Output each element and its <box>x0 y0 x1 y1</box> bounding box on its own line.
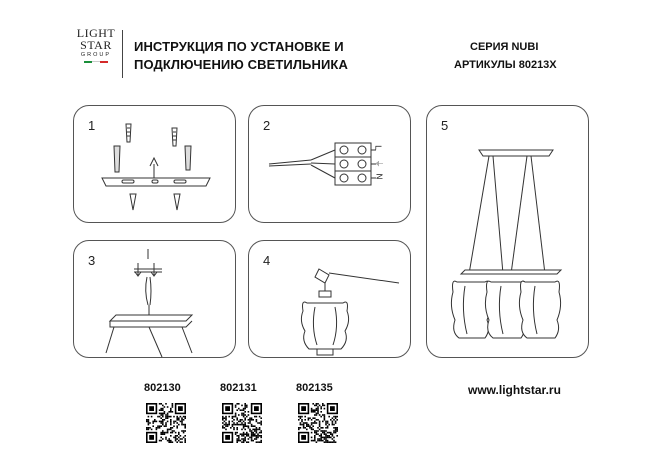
qr-code-802131 <box>222 403 262 443</box>
article-code-2: 802131 <box>220 382 257 394</box>
terminal-block-illustration <box>249 106 412 224</box>
title-line-2: ПОДКЛЮЧЕНИЮ СВЕТИЛЬНИКА <box>134 57 348 72</box>
brand-logo <box>74 27 118 79</box>
logo-text-line2: STAR <box>80 38 112 52</box>
shade-assembly-illustration <box>249 241 412 359</box>
step-1-number: 1 <box>88 118 96 133</box>
step-5-panel <box>426 105 589 358</box>
terminal-label-n: N <box>374 173 384 180</box>
qr-code-802135 <box>298 403 338 443</box>
step-3-panel <box>73 240 236 358</box>
step-2-number: 2 <box>263 118 271 133</box>
step-4-panel <box>248 240 411 358</box>
mounting-bracket-illustration <box>74 106 237 224</box>
step-5-number: 5 <box>441 118 449 133</box>
step-4-number: 4 <box>263 253 271 268</box>
logo-text-group: GROUP <box>80 52 112 58</box>
frame-mounting-illustration <box>74 241 237 359</box>
qr-code-802130 <box>146 403 186 443</box>
step-1-panel <box>73 105 236 223</box>
step-2-panel <box>248 105 411 223</box>
italian-flag-icon <box>84 61 108 63</box>
series-label: СЕРИЯ NUBI <box>470 41 539 53</box>
terminal-label-l: L <box>373 145 383 150</box>
website-link[interactable]: www.lightstar.ru <box>468 383 561 397</box>
assembled-chandelier-illustration <box>427 106 590 359</box>
step-3-number: 3 <box>88 253 96 268</box>
title-line-1: ИНСТРУКЦИЯ ПО УСТАНОВКЕ И <box>134 39 344 54</box>
header-divider <box>122 30 123 78</box>
terminal-label-ground: ⏚ <box>374 159 384 168</box>
logo-text-line1: LIGHT <box>76 26 116 40</box>
document-title <box>134 38 348 74</box>
article-code-3: 802135 <box>296 382 333 394</box>
article-label: АРТИКУЛЫ 80213X <box>454 59 557 71</box>
article-code-1: 802130 <box>144 382 181 394</box>
